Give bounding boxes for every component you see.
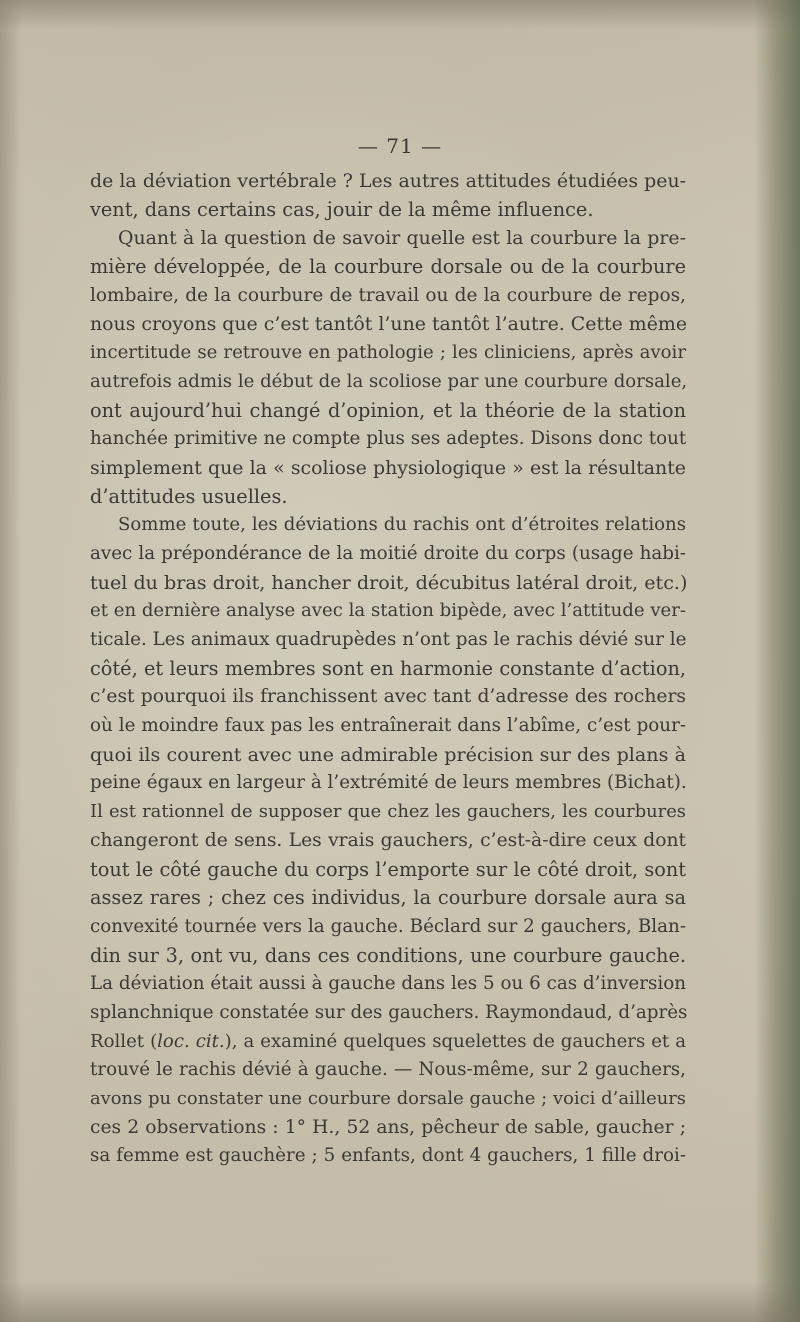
text-line: convexité tournée vers la gauche. Béclard sur 2 gauchers, Blan- [90, 915, 686, 937]
text-line: avec la prépondérance de la moitié droite du corps (usage habi- [90, 542, 686, 564]
text-line: ont aujourd’hui changé d’opinion, et la théorie de la station [90, 398, 686, 422]
text-line: din sur 3, ont vu, dans ces conditions, une courbure gauche. [90, 943, 686, 967]
text-line: avons pu constater une courbure dorsale gauche ; voici d’ailleurs [90, 1088, 686, 1109]
page-top-shadow [0, 0, 800, 30]
text-line: où le moindre faux pas les entraînerait dans l’abîme, c’est pour- [90, 715, 686, 737]
text-line: c’est pourquoi ils franchissent avec tant d’adresse des rochers [90, 686, 686, 708]
text-line: côté, et leurs membres sont en harmonie constante d’action, [90, 656, 686, 680]
text-line: et en dernière analyse avec la station bipède, avec l’attitude ver- [90, 600, 687, 622]
text-line: d’attitudes usuelles. [90, 484, 288, 508]
text-line: ticale. Les animaux quadrupèdes n’ont pas le rachis dévié sur le [90, 629, 687, 650]
text-line: peine égaux en largeur à l’extrémité de leurs membres (Bichat). [90, 772, 687, 794]
text-line: assez rares ; chez ces individus, la courbure dorsale aura sa [90, 886, 686, 910]
text-line: changeront de sens. Les vrais gauchers, c’est-à-dire ceux dont [90, 829, 686, 851]
text-line: vent, dans certains cas, jouir de la même influence. [90, 197, 594, 221]
text-line: trouvé le rachis dévié à gauche. — Nous-même, sur 2 gauchers, [90, 1059, 686, 1081]
text-line: Il est rationnel de supposer que chez les gauchers, les courbures [90, 801, 686, 823]
text-line-with-citation [90, 1028, 686, 1057]
text-line: hanchée primitive ne compte plus ses adeptes. Disons donc tout [90, 428, 687, 450]
text-line: ces 2 observations : 1° H., 52 ans, pêcheur de sable, gaucher ; [90, 1116, 686, 1138]
text-line: sa femme est gauchère ; 5 enfants, dont 4 gauchers, 1 fille droi- [90, 1145, 686, 1167]
text-line: tuel du bras droit, hancher droit, décubitus latéral droit, etc.) [90, 570, 688, 594]
text-line: quoi ils courent avec une admirable précision sur des plans à [90, 742, 686, 766]
text-line: splanchnique constatée sur des gauchers. Raymondaud, d’après [90, 1001, 688, 1023]
text-line: lombaire, de la courbure de travail ou de la courbure de repos, [90, 284, 686, 306]
text-line: tout le côté gauche du corps l’emporte sur le côté droit, sont [90, 857, 686, 881]
text-line: de la déviation vertébrale ? Les autres attitudes étudiées peu- [90, 170, 686, 192]
page-right-edge-stain [754, 0, 800, 1322]
page-left-shadow [0, 0, 22, 1322]
page-bottom-shadow [0, 1282, 800, 1322]
text-line: nous croyons que c’est tantôt l’une tantôt l’autre. Cette même [90, 313, 687, 336]
text-fragment: Rollet ( [90, 1030, 158, 1052]
text-line: simplement que la « scoliose physiologique » est la résultante [90, 456, 686, 479]
text-fragment: ), a examiné quelques squelettes de gauchers et a [224, 1030, 686, 1052]
page-number: — 71 — [357, 134, 443, 158]
body-text [90, 167, 686, 1171]
text-line: Quant à la question de savoir quelle est la courbure la pre- [118, 227, 686, 250]
citation-italic: loc. cit. [157, 1030, 225, 1052]
text-line: mière développée, de la courbure dorsale ou de la courbure [90, 255, 686, 279]
text-line: autrefois admis le début de la scoliose par une courbure dorsale, [90, 370, 688, 392]
text-line: Somme toute, les déviations du rachis ont d’étroites relations [118, 514, 686, 536]
text-line: incertitude se retrouve en pathologie ; les cliniciens, après avoir [90, 342, 686, 364]
text-line: La déviation était aussi à gauche dans les 5 ou 6 cas d’inversion [90, 973, 686, 995]
